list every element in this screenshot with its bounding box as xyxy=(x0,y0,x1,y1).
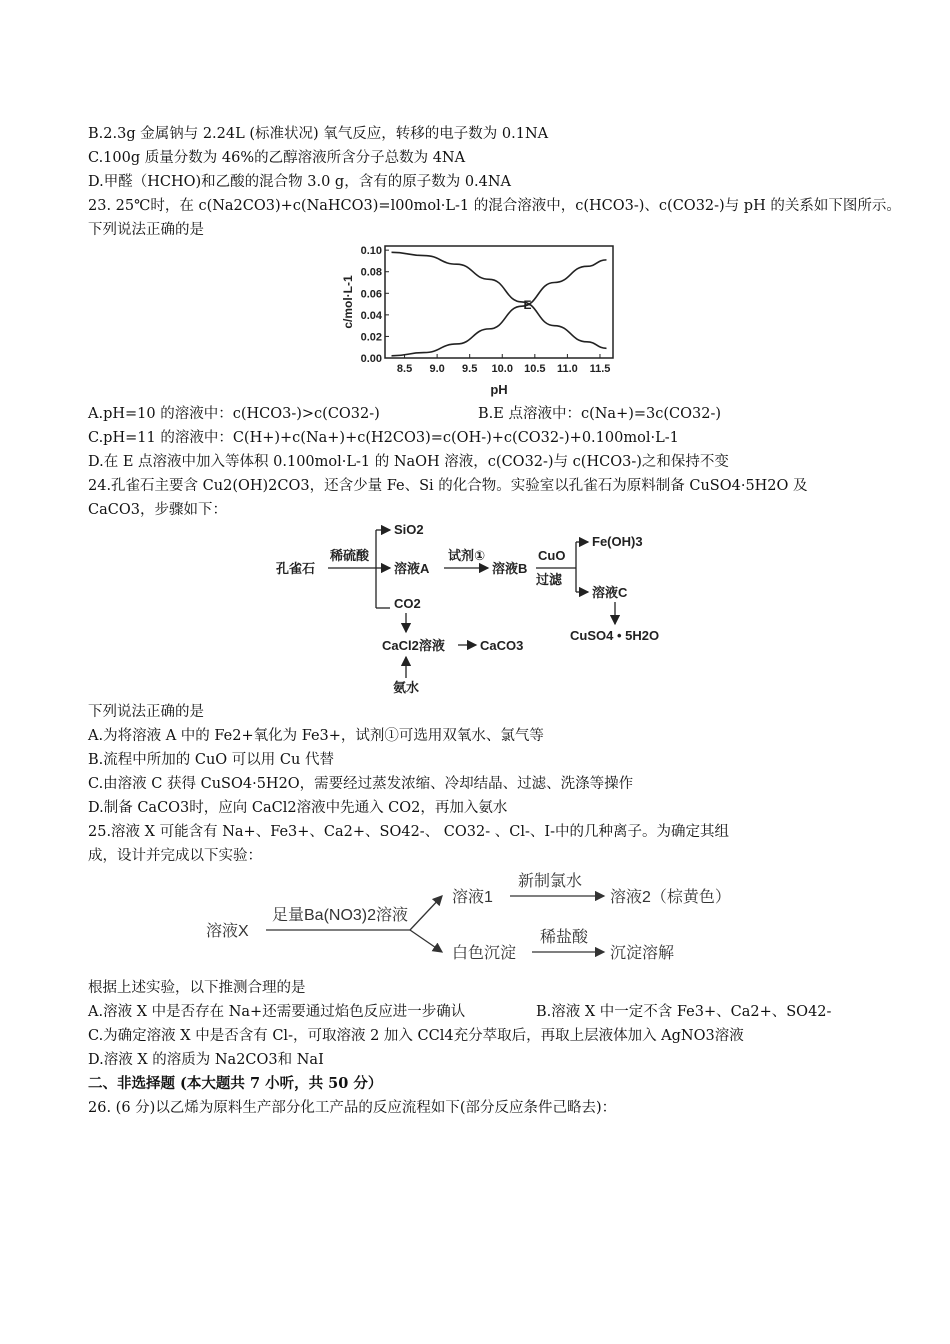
q23-option-d: D.在 E 点溶液中加入等体积 0.100mol·L-1 的 NaOH 溶液，c(CO32-)与 c(HCO3-)之和保持不变 xyxy=(88,454,729,470)
flow-solution-b: 溶液B xyxy=(492,561,528,576)
flow-sio2: SiO2 xyxy=(394,522,424,537)
q25-prompt: 根据上述实验，以下推测合理的是 xyxy=(88,980,306,996)
y-tick-label: 0.10 xyxy=(360,245,382,258)
q22-option-b: B.2.3g 金属钠与 2.24L (标准状况) 氧气反应，转移的电子数为 0.1NA xyxy=(88,126,549,142)
flow25-chlorine-water: 新制氯水 xyxy=(518,873,583,890)
q23-option-b: B.E 点溶液中：c(Na+)=3c(CO32-) xyxy=(478,406,722,422)
q25-option-c: C.为确定溶液 X 中是否含有 Cl-，可取溶液 2 加入 CCl4充分萃取后，再取上层液体加入 AgNO3溶液 xyxy=(88,1028,744,1044)
flow25-dilute-hcl: 稀盐酸 xyxy=(540,929,589,946)
ph-concentration-chart xyxy=(330,238,620,403)
flow25-solution1: 溶液1 xyxy=(452,889,493,906)
flow-solution-a: 溶液A xyxy=(394,561,430,576)
q24-prompt: 下列说法正确的是 xyxy=(88,704,204,720)
flow25-solution-x: 溶液X xyxy=(206,923,249,940)
flow-cacl2: CaCl2溶液 xyxy=(382,638,445,653)
y-tick-label: 0.08 xyxy=(360,266,382,279)
flow-reagent1: 试剂① xyxy=(448,548,486,563)
flow-filter: 过滤 xyxy=(536,572,563,587)
y-tick-label: 0.06 xyxy=(360,288,382,301)
y-tick-label: 0.00 xyxy=(360,353,382,365)
flow25-solution2: 溶液2（棕黄色） xyxy=(610,889,731,906)
chart-plot-frame xyxy=(385,246,613,358)
flow-malachite: 孔雀石 xyxy=(276,561,316,576)
flow-caco3: CaCO3 xyxy=(480,638,524,653)
q25-flow-diagram xyxy=(200,866,800,976)
q24-flow-diagram xyxy=(270,520,690,700)
q25-stem-cont: 成，设计并完成以下实验： xyxy=(88,848,262,864)
x-tick-label: 9.5 xyxy=(462,363,478,375)
x-tick-label: 10.0 xyxy=(491,363,513,375)
flow-feoh3: Fe(OH)3 xyxy=(592,534,643,549)
flow-cuo: CuO xyxy=(538,548,566,563)
chart-annotation-e: E xyxy=(523,298,532,313)
flow25-ba-no3: 足量Ba(NO3)2溶液 xyxy=(272,907,409,924)
q23-option-a: A.pH=10 的溶液中：c(HCO3-)>c(CO32-) xyxy=(88,406,380,422)
flow-solution-c: 溶液C xyxy=(592,585,628,600)
chart-ylabel: c/mol·L-1 xyxy=(341,275,355,329)
q25-option-d: D.溶液 X 的溶质为 Na2CO3和 NaI xyxy=(88,1052,324,1068)
x-tick-label: 11.5 xyxy=(589,363,611,375)
q25-stem: 25.溶液 X 可能含有 Na+、Fe3+、Ca2+、SO42-、 CO32- 、Cl-、I-中的几种离子。为确定其组 xyxy=(88,824,730,840)
flow-co2: CO2 xyxy=(394,596,421,611)
q24-option-d: D.制备 CaCO3时，应向 CaCl2溶液中先通入 CO2，再加入氨水 xyxy=(88,800,508,816)
flow25-ppt-dissolve: 沉淀溶解 xyxy=(610,945,675,962)
q26-stem: 26. (6 分)以乙烯为原料生产部分化工产品的反应流程如下(部分反应条件己略去)： xyxy=(88,1100,617,1116)
q23-prompt: 下列说法正确的是 xyxy=(88,222,204,238)
series-line-co3 xyxy=(392,260,607,356)
q25-option-b: B.溶液 X 中一定不含 Fe3+、Ca2+、SO42- xyxy=(536,1004,832,1020)
flow-dilute-acid: 稀硫酸 xyxy=(330,548,370,563)
q24-option-b: B.流程中所加的 CuO 可以用 Cu 代替 xyxy=(88,752,334,768)
flow25-white-ppt: 白色沉淀 xyxy=(452,945,517,962)
chart-xlabel: pH xyxy=(490,382,508,397)
x-tick-label: 8.5 xyxy=(396,363,413,375)
q23-stem: 23. 25℃时，在 c(Na2CO3)+c(NaHCO3)=l00mol·L-1 的混合溶液中，c(HCO3-)、c(CO32-)与 pH 的关系如下图所示。 xyxy=(88,198,901,214)
x-tick-label: 10.5 xyxy=(524,363,546,375)
q25-option-a: A.溶液 X 中是否存在 Na+还需要通过焰色反应进一步确认 xyxy=(88,1004,466,1020)
flow-cuso4: CuSO4 • 5H2O xyxy=(570,628,660,643)
q22-option-d: D.甲醛（HCHO)和乙酸的混合物 3.0 g，含有的原子数为 0.4NA xyxy=(88,174,512,190)
flow-ammonia: 氨水 xyxy=(393,680,420,695)
y-tick-label: 0.02 xyxy=(360,331,382,344)
y-tick-label: 0.04 xyxy=(360,309,382,322)
q23-option-c: C.pH=11 的溶液中：C(H+)+c(Na+)+c(H2CO3)=c(OH-)+c(CO32-)+0.100mol·L-1 xyxy=(88,430,679,446)
series-line-hco3 xyxy=(392,252,607,348)
q24-stem-cont: CaCO3，步骤如下： xyxy=(88,502,227,518)
q22-option-c: C.100g 质量分数为 46%的乙醇溶液所含分子总数为 4NA xyxy=(88,150,466,166)
q24-option-a: A.为将溶液 A 中的 Fe2+氧化为 Fe3+，试剂①可选用双氧水、氯气等 xyxy=(88,728,544,744)
x-tick-label: 9.0 xyxy=(429,363,445,375)
q24-option-c: C.由溶液 C 获得 CuSO4·5H2O，需要经过蒸发浓缩、冷却结晶、过滤、洗涤等操作 xyxy=(88,776,634,792)
q24-stem: 24.孔雀石主要含 Cu2(OH)2CO3，还含少量 Fe、Si 的化合物。实验室以孔雀石为原料制备 CuSO4·5H2O 及 xyxy=(88,478,808,494)
section-two-heading: 二、非选择题 (本大题共 7 小听，共 50 分） xyxy=(88,1075,383,1092)
x-tick-label: 11.0 xyxy=(556,363,578,375)
